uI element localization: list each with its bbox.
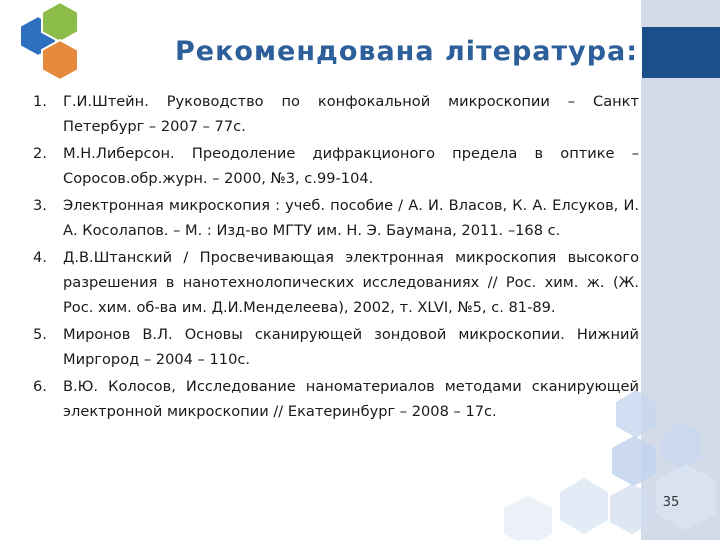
reference-number: 5. xyxy=(33,326,47,343)
green-hexagon-icon xyxy=(42,2,78,42)
page-title: Рекомендована література: xyxy=(175,36,639,67)
reference-text: Д.В.Штанский / Просвечивающая электронная микроскопия высокого разрешения в нанотехнолопических исследованиях // Рос. хим. ж. (Ж. Рос. хим. об-ва им. Д.И.Менделеева), 2002, т. XLVI, №5, с. 81-89. xyxy=(63,249,639,316)
reference-number: 1. xyxy=(33,93,47,110)
page-number: 35 xyxy=(662,495,680,510)
list-item xyxy=(33,89,639,139)
reference-number: 6. xyxy=(33,378,47,395)
reference-text: М.Н.Либерсон. Преодоление дифракционого предела в оптике – Соросов.обр.журн. – 2000, №3, с.99-104. xyxy=(63,145,639,187)
light-hexagon-icon xyxy=(662,422,702,470)
list-item xyxy=(33,322,639,372)
light-hexagon-icon xyxy=(504,496,552,540)
reference-text: Г.И.Штейн. Руководство по конфокальной микроскопии – Санкт Петербург – 2007 – 77с. xyxy=(63,93,639,135)
orange-hexagon-icon xyxy=(42,40,78,80)
light-hexagon-icon xyxy=(560,478,608,534)
light-hexagon-icon xyxy=(610,484,654,534)
light-hexagon-icon xyxy=(612,436,656,486)
list-item xyxy=(33,374,639,424)
reference-number: 2. xyxy=(33,145,47,162)
reference-text: В.Ю. Колосов, Исследование наноматериалов методами сканирующей электронной микроскопии // Екатеринбург – 2008 – 17с. xyxy=(63,378,639,420)
reference-text: Миронов В.Л. Основы сканирующей зондовой микроскопии. Нижний Миргород – 2004 – 110с. xyxy=(63,326,639,368)
reference-number: 4. xyxy=(33,249,47,266)
reference-text: Электронная микроскопия : учеб. пособие / А. И. Власов, К. А. Елсуков, И. А. Косолапов. – М. : Изд-во МГТУ им. Н. Э. Баумана, 2011. –168 с. xyxy=(63,197,639,239)
reference-number: 3. xyxy=(33,197,47,214)
reference-list xyxy=(33,89,639,426)
list-item xyxy=(33,245,639,320)
list-item xyxy=(33,141,639,191)
list-item xyxy=(33,193,639,243)
